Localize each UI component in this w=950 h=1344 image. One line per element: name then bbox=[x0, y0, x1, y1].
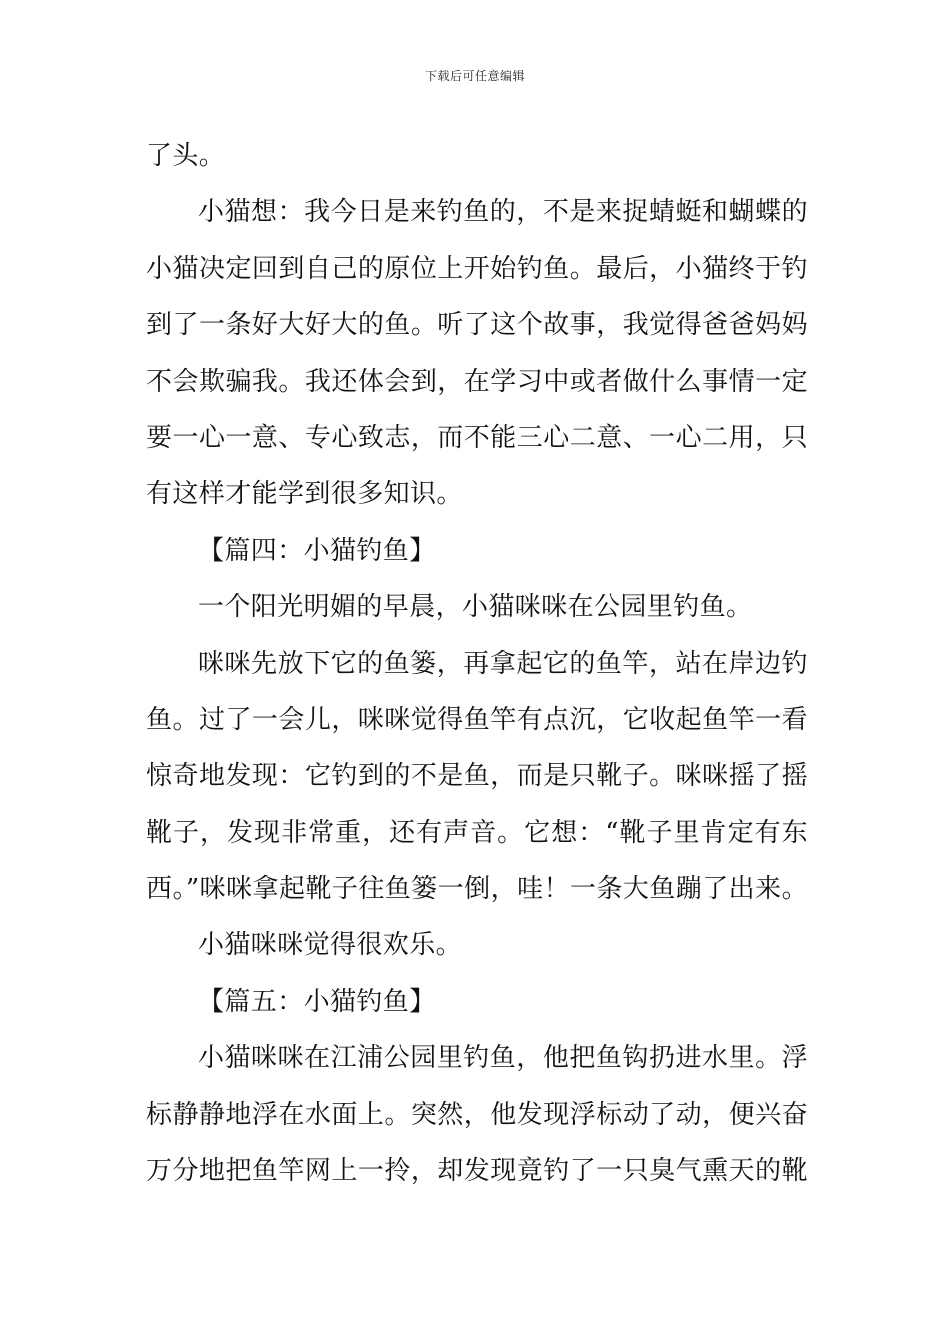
text-line: 有这样才能学到很多知识。 bbox=[146, 479, 463, 510]
text-line: 一个阳光明媚的早晨，小猫咪咪在公园里钓鱼。 bbox=[198, 592, 753, 623]
text-line: 小猫决定回到自己的原位上开始钓鱼。最后，小猫终于钓 bbox=[146, 253, 808, 284]
text-line: 【篇五：小猫钓鱼】 bbox=[198, 986, 436, 1017]
text-line: 小猫咪咪在江浦公园里钓鱼，他把鱼钩扔进水里。浮 bbox=[198, 1043, 808, 1074]
text-line: 鱼。过了一会儿，咪咪觉得鱼竿有点沉，它收起鱼竿一看 bbox=[146, 704, 808, 735]
document-body bbox=[146, 128, 808, 1199]
text-line: 万分地把鱼竿网上一拎，却发现竟钓了一只臭气熏天的靴 bbox=[146, 1156, 808, 1187]
text-line: 不会欺骗我。我还体会到，在学习中或者做什么事情一定 bbox=[146, 366, 808, 397]
text-line: 了头。 bbox=[146, 141, 226, 171]
text-line: 【篇四：小猫钓鱼】 bbox=[198, 535, 436, 566]
text-line: 惊奇地发现：它钓到的不是鱼，而是只靴子。咪咪摇了摇 bbox=[146, 761, 808, 792]
text-line: 标静静地浮在水面上。突然，他发现浮标动了动，便兴奋 bbox=[146, 1099, 808, 1130]
text-line: 到了一条好大好大的鱼。听了这个故事，我觉得爸爸妈妈 bbox=[146, 310, 808, 341]
text-line: 小猫想：我今日是来钓鱼的，不是来捉蜻蜓和蝴蝶的 bbox=[198, 197, 808, 228]
page-header-note: 下载后可任意编辑 bbox=[424, 69, 525, 83]
text-line: 小猫咪咪觉得很欢乐。 bbox=[198, 930, 463, 961]
text-line: 西。”咪咪拿起靴子往鱼篓一倒，哇！一条大鱼蹦了出来。 bbox=[146, 874, 808, 905]
text-line: 要一心一意、专心致志，而不能三心二意、一心二用，只 bbox=[146, 422, 808, 453]
text-line: 靴子，发现非常重，还有声音。它想：“靴子里肯定有东 bbox=[146, 817, 808, 848]
text-line: 咪咪先放下它的鱼篓，再拿起它的鱼竿，站在岸边钓 bbox=[198, 648, 808, 679]
